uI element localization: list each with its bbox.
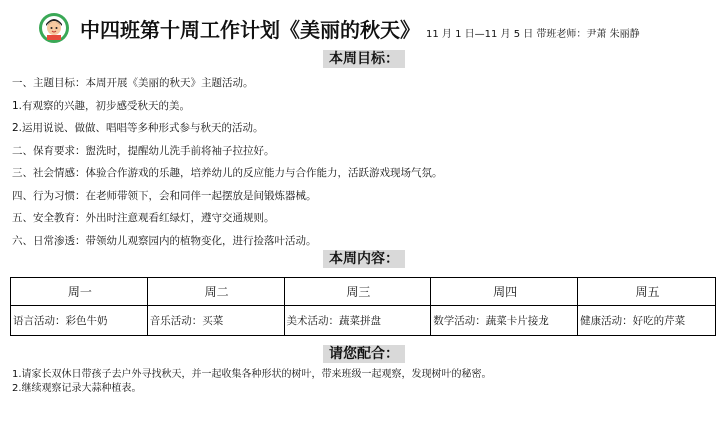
goal-item: 六、日常渗透：带领幼儿观察园内的植物变化，进行捡落叶活动。 [12,234,317,247]
cooperate-item: 2.继续观察记录大蒜种植表。 [12,383,142,394]
cooperate-heading-label: 请您配合： [323,345,405,363]
cooperate-item: 1.请家长双休日带孩子去户外寻找秋天，并一起收集各种形状的树叶，带来班级一起观察，发现树叶的秘密。 [12,369,492,380]
goal-item: 二、保育要求：盥洗时，提醒幼儿洗手前将袖子拉拉好。 [12,144,275,157]
goal-item: 五、安全教育：外出时注意观看红绿灯，遵守交通规则。 [12,212,275,224]
goal-item: 2.运用说说、做做、唱唱等多种形式参与秋天的活动。 [12,122,264,134]
activity-cell: 美术活动：蔬菜拼盘 [284,306,431,336]
schedule-table [10,277,716,336]
day-header: 周五 [578,278,716,306]
goals-heading-label: 本周目标： [323,50,405,68]
title-main: 中四班第十周工作计划《美丽的秋天》 [80,18,420,42]
goal-item: 四、行为习惯：在老师带领下，会和同伴一起摆放是间锻炼器械。 [12,189,317,202]
title-meta: 11 月 1 日—11 月 5 日 带班老师：尹萧 朱丽静 [426,29,640,40]
kindergarten-logo [38,12,70,44]
table-header-row [11,278,716,306]
page-title [80,14,640,43]
goals-list [12,72,443,252]
goal-item: 一、主题目标：本周开展《美丽的秋天》主题活动。 [12,77,254,89]
day-header: 周一 [11,278,148,306]
goal-item: 1.有观察的兴趣，初步感受秋天的美。 [12,99,191,112]
activity-cell: 数学活动：蔬菜卡片接龙 [431,306,578,336]
activity-cell: 语言活动：彩色牛奶 [11,306,148,336]
day-header: 周四 [431,278,578,306]
goals-heading [0,48,728,68]
cooperate-list [12,368,492,396]
activity-cell: 健康活动：好吃的芹菜 [578,306,716,336]
table-row [11,306,716,336]
cooperate-heading [0,343,728,363]
day-header: 周三 [284,278,431,306]
goal-item: 三、社会情感：体验合作游戏的乐趣，培养幼儿的反应能力与合作能力，活跃游戏现场气氛。 [12,167,443,179]
content-heading-label: 本周内容： [323,250,405,268]
day-header: 周二 [147,278,284,306]
content-heading [0,248,728,268]
activity-cell: 音乐活动：买菜 [147,306,284,336]
